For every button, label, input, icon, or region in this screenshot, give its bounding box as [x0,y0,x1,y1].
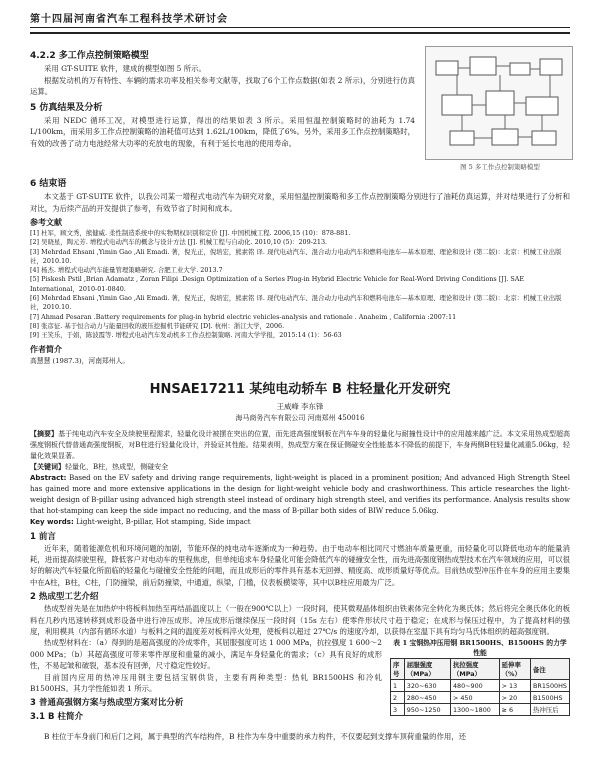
heading-4-2-2: 4.2.2 多工作点控制策略模型 [30,51,149,61]
top-block [30,46,570,174]
table-row [391,704,570,716]
table-header-row [391,659,570,680]
table-header-cell: 屈服强度（MPa） [404,659,450,680]
table-row [391,680,570,692]
figure-model-diagram [425,46,573,160]
table-header-cell: 备注 [531,659,570,680]
reference-item: [8] 张彦征. 基于恒合动力与能量回收的液压挖掘机节能研究 [D]. 杭州：浙江大学，2006. [30,321,285,330]
table-cell: ≥ 6 [499,704,530,716]
paragraph: 采用 GT-SUITE 软件，建成的模型如图 5 所示。 [44,64,206,73]
section-2-paragraph: 热成型首先是在加热炉中将板料加热至再结晶温度以上（一般在900℃以上）一段时间，使其微观晶体组织由铁素体完全转化为奥氏体；然后将完全奥氏体化的板料在几秒内迅速转移到成形设备中进行冲压成形。冲压成形后继续保压一段时间（15s 左右）使零件形状尺寸趋于稳定；在成形与保压过程中，为了提高材料的强度，利用模具（内部有循环水道）与板料之间的温度差对板料淬火处理，使板料以超过 27℃/s 的速度冷却，以获得在室温下具有均匀马氏体组织的超高强度钢。 [30,604,570,636]
article-affiliation: 海马商务汽车有限公司 河南郑州 450016 [235,413,365,422]
article-title: HNSAE17211 某纯电动轿车 B 柱轻量化开发研究 [149,381,451,397]
heading-6: 6 结束语 [30,179,67,189]
table-title: 表 1 宝钢热冲压用钢 BR1500HS、B1500HS 的力学性能 [393,639,567,658]
lower-block [30,637,570,731]
keywords-en [30,517,570,528]
table-cell: 2 [391,692,405,704]
reference-item: [7] Ahmad Pesaran .Battery requirements for plug-in hybrid electric vehicles-analysis and rationale . Anaheim , California :2007:11 [30,312,457,321]
table-cell: > 13 [499,680,530,692]
abstract-en-text: Based on the EV safety and driving range requirements, light-weight is placed in a prominent position; And advanced High Strength Steel has gained more and more extensive applications in the design for light-weight vehicle body and crashworthiness. This article researches the light-weight design of B-pillar using advanced high strength steel instead of ordinary high strength steel, and verifies its performance. Analysis results show that hot-stamping can keep the side impact no reducing, and the mass of B-pillar both sides of BIW reduce 5.06kg. [30,473,570,515]
abstract-en-label: Abstract: [30,473,67,482]
table-cell: > 20 [499,692,530,704]
paragraph: 本文基于 GT-SUITE 软件，以我公司某一增程式电动汽车为研究对象，采用恒温控制策略和多工作点控制策略分别进行了油耗仿真运算，并对结果进行了分析和对比，为后续产品的开发提供了参考，有效节省了时间和成本。 [30,192,570,213]
abstract-cn [30,429,570,462]
running-header: 第十四届河南省汽车工程科技学术研讨会 [30,10,570,34]
section-1-paragraph: 近年来，随着能源危机和环境问题的加剧，节能环保的纯电动车逐渐成为一种趋势。由于电动车相比同尺寸燃油车质量更重，而轻量化可以降低电动车的能量消耗，进而提高续驶里程，降低客户对电动车的里程焦虑，但单纯追求车身轻量化可能会降低汽车的碰撞安全性，而先进高强度钢热成型技术在汽车领域的应用，可以很好的解决汽车轻量化所面临的轻量化与碰撞安全性能的问题，而且成形后的零件具有基本无回弹、精度高、成形质量好等优点。目前热成型冲压件在车身的应用主要集中在A柱，B柱，C柱，门防撞梁，前后防撞梁，中通道，纵梁，门槛，仪表板横梁等，其中以B柱应用最为广泛。 [30,543,570,587]
keywords-en-text: Light-weight, B-pillar, Hot stamping, Side impact [76,517,251,526]
table-cell: 950~1250 [404,704,450,716]
table-cell: 280~450 [404,692,450,704]
reference-item: [9] 王笑乐，于娟，陈波霞等. 增程式电动汽车发动机多工作点控制策略. 河南大学学报，2015:14 (1)：56-63 [30,331,342,340]
abstract-cn-text: 基于纯电动汽车安全及续驶里程需求，轻量化设计被摆在突出的位置，而先进高强度钢板在汽车车身的轻量化与耐撞性设计中的应用越来越广泛。本文采用热成型超高强度钢板代替普通高强度钢板，对B柱进行轻量化设计，并验证其性能。结果表明，热成型方案在保证侧碰安全性能基本不降低的前提下，车身两侧B柱轻量化减重5.06kg，轻量化效果显著。 [30,429,571,460]
references-heading: 参考文献 [30,218,62,227]
heading-5: 5 仿真结果及分析 [30,102,103,113]
table-cell: BR1500HS [531,680,570,692]
section-3-heading: 3 普通高强钢方案与热成型方案对比分析 [30,698,184,709]
table-header-cell: 序号 [391,659,405,680]
table-cell: > 450 [450,692,499,704]
mechanical-properties-table [390,658,570,716]
figure-caption: 图 5 多工作点控制策略模型 [460,163,540,171]
top-text-column [30,46,415,149]
figure-5 [425,46,575,171]
lower-text-column [30,637,382,723]
table-cell: B1500HS [531,692,570,704]
table-1 [390,637,570,716]
author-info: 高慧慧 (1987.3)，河南郑州人。 [30,356,130,365]
table-row [391,692,570,704]
abstract-en [30,473,570,517]
section-1-heading: 1 前言 [30,531,56,542]
table-cell: 480~900 [450,680,499,692]
table-cell: 热冲压后 [531,704,570,716]
paragraph: 采用 NEDC 循环工况，对模型进行运算，得出的结果如表 3 所示。采用恒温控制策略时的油耗为 1.74 L/100km，而采用多工作点控制策略的油耗值可达到 1.62L/100km，降低了6%。另外，采用多工作点控制策略时，有效的改善了动力电池经常大功率的充放电的现象，有利于延长电池的使用寿命。 [30,115,415,148]
reference-item: [3] Mehrdad Ehsani ,Yimin Gao ,Ali Emadi. 著，倪光正，倪培宏，熊素铭 译. 现代电动汽车、混合动力电动汽车和燃料电池车—基本原理、理论和设计 (第二版)：北京：机械工业出版社，2010.10. [30,247,562,265]
section-2-paragraph: 目前国内应用的热冲压用钢主要包括宝钢供货，主要有两种类型：热轧 BR1500HS 和冷轧 B1500HS。其力学性能如表 1 所示。 [30,672,382,694]
reference-item: [5] Piskesh Pstil ,Brian Adamatz , Zoran Filipi .Design Optimization of a Series Plug-in Hybrid Electric Vehicle for Real-Word Driving Conditions [J]. SAE International，2010-01-0840. [30,275,525,293]
reference-item: [4] 杨杰. 增程式电动汽车能量管理策略研究. 合肥工业大学. 2013.7 [30,266,223,275]
previous-article [30,46,570,366]
table-header-cell: 延伸率（%） [499,659,530,680]
reference-item: [1] 杜军，顾文秀，熊健威. 柔性制造系统中的实物期权识别和定价 [J]. 中国机械工程. 2006,15 (10)：878-881. [30,229,351,237]
author-info-heading: 作者简介 [30,344,62,354]
table-header-cell: 抗拉强度（MPa） [450,659,499,680]
section-3-1-paragraph: B 柱位于车身前门和后门之间，属于典型的汽车结构件，B 柱作为车身中重要的承力构件，不仅要起到支撑车顶荷重量的作用，还 [44,732,467,742]
abstract-cn-label: 【摘要】 [30,429,59,438]
table-cell: 3 [391,704,405,716]
keywords-en-label: Key words: [30,517,74,526]
section-2-heading: 2 热成型工艺介绍 [30,592,99,603]
model-diagram-graphic [426,47,572,159]
keywords-cn [30,462,570,473]
section-2-paragraph: 热成型材料在：（a）得到的是超高强度的冷成零件，其屈服强度可达 1 000 MPa，抗拉强度 1 600～2 000 MPa；（b）其超高强度可带来零件厚度和重量的减小，满足车身轻量化的需求；（c）具有良好的成形性，不易起皱和破裂，基本没有回弹，尺寸稳定性较好。 [30,638,382,671]
article-authors: 王威峰 李东锋 [276,401,324,411]
reference-item: [2] 吴晓星，陶元芳. 增程式电动汽车的概念与设计方法 [J]. 机械工程与自动化. 2010,10 (5)：209-213. [30,238,328,247]
keywords-cn-label: 【关键词】 [30,462,65,471]
paragraph: 根据发动机的万有特性、车辆的需求功率及相关参考文献等，找取了6个工作点数据(如表 2 所示)，分别进行仿真运算。 [30,75,415,96]
keywords-cn-text: 轻量化，B柱，热成型，侧碰安全 [65,462,169,471]
table-cell: 320~630 [404,680,450,692]
table-cell: 1300~1800 [450,704,499,716]
table-cell: 1 [391,680,405,692]
section-3-1-heading: 3.1 B 柱简介 [30,712,83,723]
reference-item: [6] Mehrdad Ehsani ,Yimin Gao ,Ali Emadi. 著，倪光正，倪培宏，熊素铭 译. 现代电动汽车、混合动力电动汽车和燃料电池车—基本原理、理论和设计 (第二版)：北京：机械工业出版社，2010.10. [30,294,562,312]
